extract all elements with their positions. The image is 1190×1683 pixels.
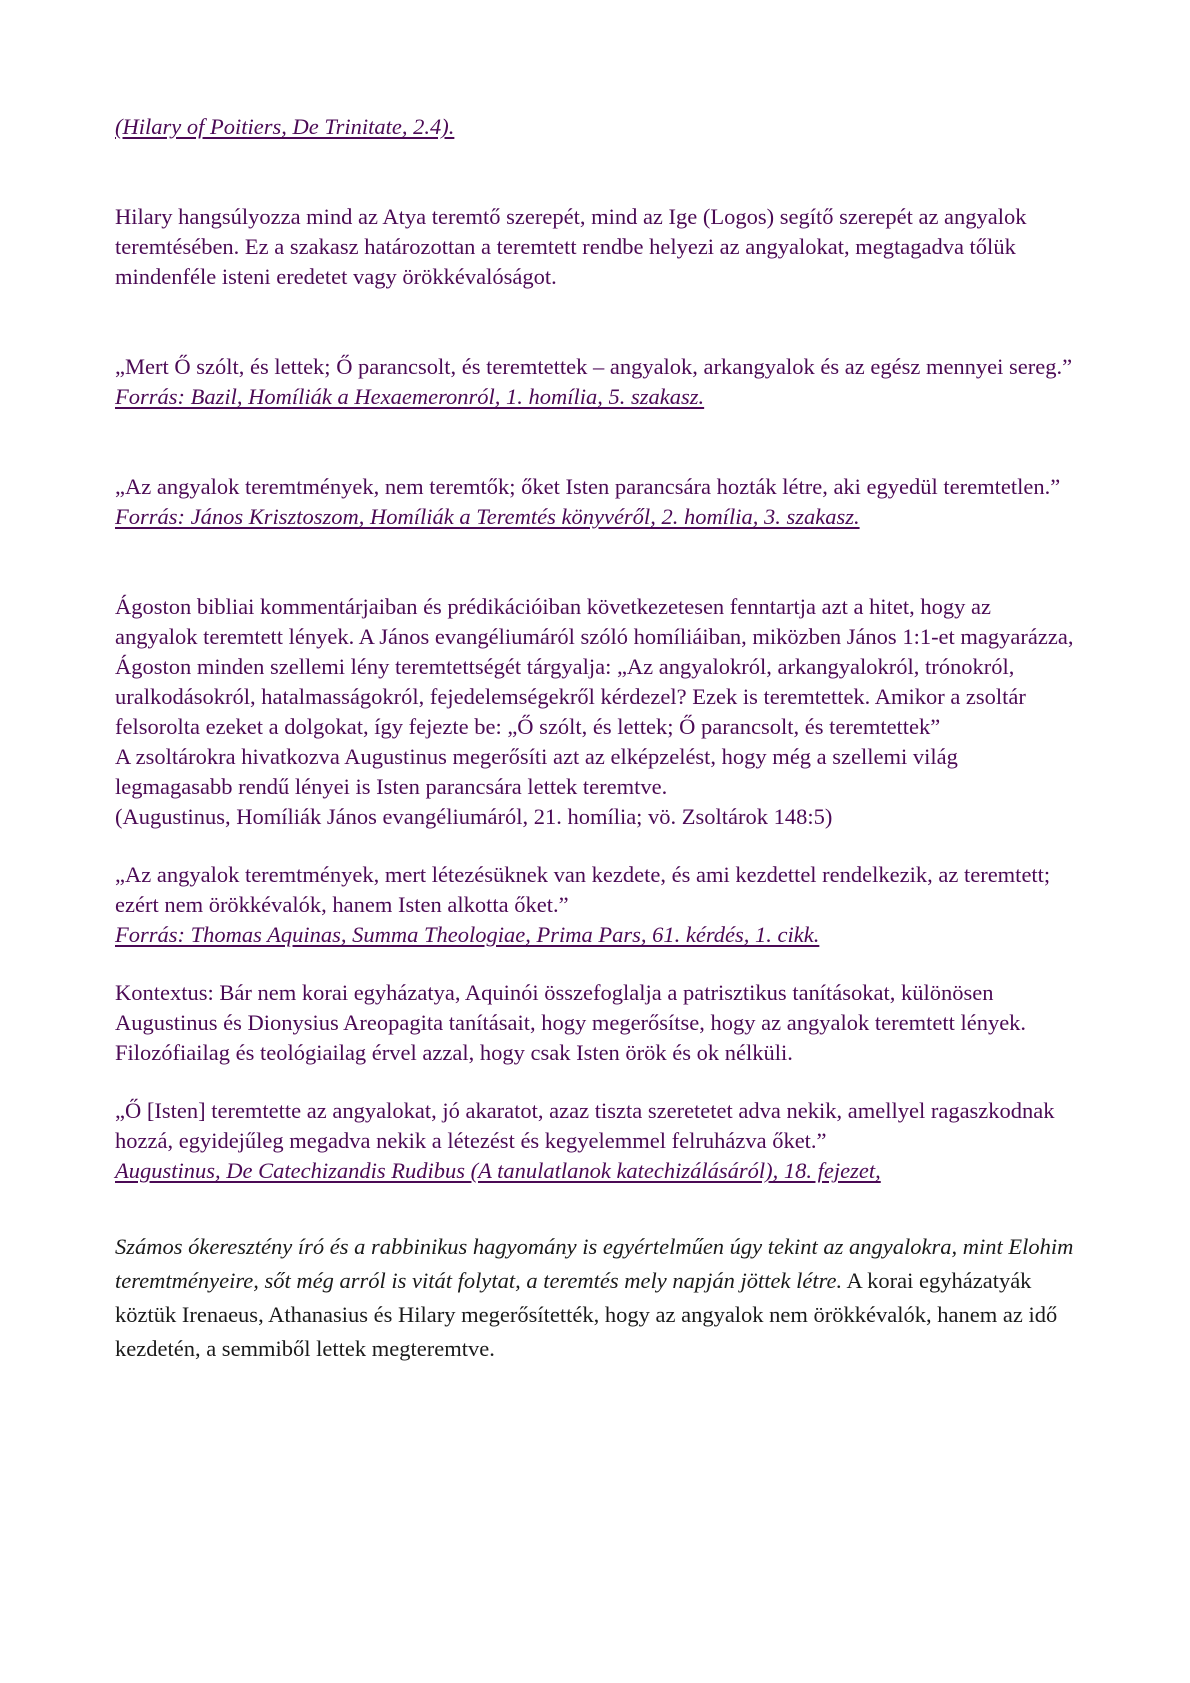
chrysostom-source-citation: Forrás: János Krisztoszom, Homíliák a Teremtés könyvéről, 2. homília, 3. szakasz. bbox=[115, 504, 860, 529]
basil-quote: „Mert Ő szólt, és lettek; Ő parancsolt, és teremtettek – angyalok, arkangyalok és az egész mennyei sereg.” bbox=[115, 354, 1073, 379]
spacer bbox=[115, 292, 1075, 352]
augustine-citation: (Augustinus, Homíliák János evangéliumáról, 21. homília; vö. Zsoltárok 148:5) bbox=[115, 804, 833, 829]
catechizandis-quote: „Ő [Isten] teremtette az angyalokat, jó akaratot, azaz tiszta szeretetet adva nekik, amellyel ragaszkodnak hozzá, egyidejűleg megadva nekik a létezést és kegyelemmel felruházva őket.” bbox=[115, 1098, 1055, 1153]
closing-italic-text: Számos ókeresztény író és a rabbinikus hagyomány is egyértelműen úgy tekint az angyalokra, mint Elohim teremtményeire, sőt még arról is vitát folytat, a teremtés mely napján jöttek létre. bbox=[115, 1234, 1074, 1293]
augustine-paragraph: Ágoston bibliai kommentárjaiban és prédikációiban következetesen fenntartja azt a hitet, hogy az angyalok teremtett lények. A János evangéliumáról szóló homíliáiban, miközben János 1:1-et magyarázza, Ágoston minden szellemi lény teremtettségét tárgyalja: „Az angyalokról, arkangyalokról, trónokról, uralkodásokról, hatalmasságokról, fejedelemségekről kérdezel? Ezek is teremtettek. Amikor a zsoltár felsorolta ezeket a dolgokat, így fejezte be: „Ő szólt, és lettek; Ő parancsolt, és teremtettek” bbox=[115, 594, 1074, 739]
chrysostom-quote: „Az angyalok teremtmények, nem teremtők; őket Isten parancsára hozták létre, aki egyedül teremtetlen.” bbox=[115, 474, 1061, 499]
augustine-psalm-note: A zsoltárokra hivatkozva Augustinus megerősíti azt az elképzelést, hogy még a szellemi világ legmagasabb rendű lényei is Isten parancsára lettek teremtve. bbox=[115, 744, 958, 799]
aquinas-context-paragraph: Kontextus: Bár nem korai egyházatya, Aquinói összefoglalja a patrisztikus tanításokat, különösen Augustinus és Dionysius Areopagita tanításait, hogy megerősítse, hogy az angyalok teremtett lények. Filozófiailag és teológiailag érvel azzal, hogy csak Isten örök és ok nélküli. bbox=[115, 980, 1027, 1065]
hilary-commentary-paragraph: Hilary hangsúlyozza mind az Atya teremtő szerepét, mind az Ige (Logos) segítő szerepét az angyalok teremtésében. Ez a szakasz határozottan a teremtett rendbe helyezi az angyalokat, megtagadva tőlük mindenféle isteni eredetet vagy örökkévalóságot. bbox=[115, 204, 1027, 289]
spacer bbox=[115, 950, 1075, 978]
spacer bbox=[115, 832, 1075, 860]
spacer bbox=[115, 1186, 1075, 1230]
catechizandis-source-citation: Augustinus, De Catechizandis Rudibus (A tanulatlanok katechizálásáról), 18. fejezet, bbox=[115, 1158, 881, 1183]
aquinas-source-citation: Forrás: Thomas Aquinas, Summa Theologiae, Prima Pars, 61. kérdés, 1. cikk. bbox=[115, 922, 820, 947]
closing-regular-text: A korai egyházatyák köztük Irenaeus, Athanasius és Hilary megerősítették, hogy az angyalok nem örökkévalók, hanem az idő kezdetén, a semmiből lettek megteremtve. bbox=[115, 1268, 1058, 1361]
document-page bbox=[115, 112, 1075, 1366]
spacer bbox=[115, 412, 1075, 472]
aquinas-quote: „Az angyalok teremtmények, mert létezésüknek van kezdete, és ami kezdettel rendelkezik, az teremtett; ezért nem örökkévalók, hanem Isten alkotta őket.” bbox=[115, 862, 1051, 917]
spacer bbox=[115, 532, 1075, 592]
spacer bbox=[115, 142, 1075, 202]
basil-source-citation: Forrás: Bazil, Homíliák a Hexaemeronról, 1. homília, 5. szakasz. bbox=[115, 384, 705, 409]
spacer bbox=[115, 1068, 1075, 1096]
hilary-source-citation: (Hilary of Poitiers, De Trinitate, 2.4). bbox=[115, 114, 455, 139]
closing-paragraph bbox=[115, 1230, 1075, 1366]
